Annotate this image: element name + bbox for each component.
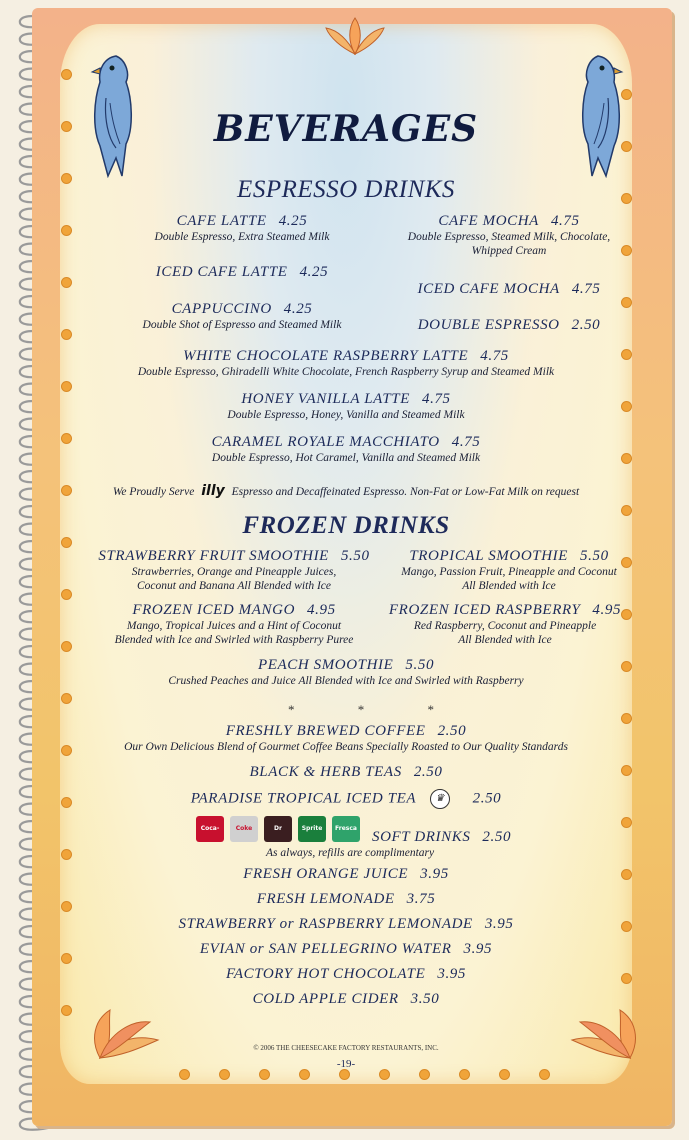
border-dot xyxy=(62,226,71,235)
item-price: 2.50 xyxy=(482,829,512,845)
item-name: STRAWBERRY or RASPBERRY LEMONADE xyxy=(178,916,473,932)
border-dot xyxy=(62,642,71,651)
item-desc: Double Espresso, Honey, Vanilla and Steamed Milk xyxy=(227,409,465,421)
item-desc: Double Espresso, Hot Caramel, Vanilla and Steamed Milk xyxy=(211,452,481,464)
item-price: 4.75 xyxy=(480,348,509,364)
tea-logo-icon: ♛ xyxy=(430,789,450,809)
item-name: TROPICAL SMOOTHIE xyxy=(409,548,569,564)
item-desc: Double Espresso, Ghiradelli White Chocolate, French Raspberry Syrup and Steamed Milk xyxy=(137,366,555,378)
item-desc: Mango, Tropical Juices and a Hint of Coconut xyxy=(126,620,342,632)
item-price: 4.75 xyxy=(451,434,481,450)
menu-item-cafe-mocha xyxy=(384,213,634,258)
menu-item-frozen-iced-raspberry xyxy=(378,602,632,647)
border-dot xyxy=(62,382,71,391)
menu-item-strawberry-raspberry-lemonade xyxy=(60,916,632,933)
item-name: STRAWBERRY FRUIT SMOOTHIE xyxy=(98,548,329,564)
item-desc: All Blended with Ice xyxy=(462,580,556,592)
border-dot xyxy=(260,1070,269,1079)
item-name: COLD APPLE CIDER xyxy=(252,991,399,1007)
border-dot xyxy=(62,850,71,859)
item-name: FRESH LEMONADE xyxy=(256,891,395,907)
item-desc: Red Raspberry, Coconut and Pineapple xyxy=(413,620,597,632)
menu-item-cappuccino xyxy=(112,301,372,332)
item-price: 4.25 xyxy=(283,301,313,317)
menu-item-factory-hot-chocolate xyxy=(60,966,632,983)
item-price: 3.50 xyxy=(410,991,440,1007)
item-name: HONEY VANILLA LATTE xyxy=(241,391,410,407)
border-dot xyxy=(622,818,631,827)
sprite-logo-icon: Sprite xyxy=(298,816,326,842)
menu-item-white-chocolate-raspberry-latte xyxy=(60,348,632,379)
item-name: FROZEN ICED MANGO xyxy=(132,602,296,618)
border-dot xyxy=(220,1070,229,1079)
item-price: 4.75 xyxy=(571,281,601,297)
border-dot xyxy=(62,70,71,79)
item-price: 5.50 xyxy=(405,657,435,673)
item-name: ICED CAFE LATTE xyxy=(155,264,288,280)
item-name: PEACH SMOOTHIE xyxy=(257,657,394,673)
border-dot xyxy=(62,590,71,599)
border-dot xyxy=(62,330,71,339)
separator-stars: * * * xyxy=(288,702,464,717)
coke-logo-icon: Coke xyxy=(230,816,258,842)
item-price: 3.95 xyxy=(420,866,449,882)
item-name: CARAMEL ROYALE MACCHIATO xyxy=(211,434,440,450)
menu-item-peach-smoothie xyxy=(60,657,632,688)
menu-item-paradise-tropical-iced-tea xyxy=(60,789,632,809)
item-name: WHITE CHOCOLATE RASPBERRY LATTE xyxy=(183,348,469,364)
lotus-ornament-icon xyxy=(320,14,390,60)
item-price: 2.50 xyxy=(413,764,443,780)
item-price: 2.50 xyxy=(437,723,467,739)
menu-item-cafe-latte xyxy=(122,213,362,244)
item-desc: Coconut and Banana All Blended with Ice xyxy=(137,580,331,592)
item-desc: Double Shot of Espresso and Steamed Milk xyxy=(142,319,342,331)
border-dot xyxy=(380,1070,389,1079)
menu-item-soft-drinks xyxy=(262,829,522,860)
fresca-logo-icon: Fresca xyxy=(332,816,360,842)
item-price: 5.50 xyxy=(340,548,370,564)
menu-item-black-herb-teas xyxy=(60,764,632,781)
border-dot xyxy=(500,1070,509,1079)
item-name: EVIAN or SAN PELLEGRINO WATER xyxy=(199,941,452,957)
border-dot xyxy=(622,298,631,307)
menu-item-cold-apple-cider xyxy=(60,991,632,1008)
item-price: 4.75 xyxy=(422,391,451,407)
item-price: 4.95 xyxy=(592,602,622,618)
item-price: 4.95 xyxy=(307,602,336,618)
illy-logo: illy xyxy=(201,483,225,499)
border-dot xyxy=(300,1070,309,1079)
menu-item-evian-san-pellegrino-water xyxy=(60,941,632,958)
menu-item-honey-vanilla-latte xyxy=(60,391,632,422)
menu-item-iced-cafe-latte xyxy=(122,264,362,281)
page-title: BEVERAGES xyxy=(213,108,479,150)
item-price: 3.95 xyxy=(437,966,466,982)
menu-item-strawberry-fruit-smoothie xyxy=(84,548,384,593)
menu-item-frozen-iced-mango xyxy=(94,602,374,647)
border-dot xyxy=(62,278,71,287)
item-price: 3.95 xyxy=(484,916,514,932)
border-dot xyxy=(340,1070,349,1079)
menu-item-tropical-smoothie xyxy=(384,548,634,593)
item-price: 4.25 xyxy=(299,264,329,280)
section-heading-espresso: ESPRESSO DRINKS xyxy=(237,176,455,203)
item-name: BLACK & HERB TEAS xyxy=(249,764,402,780)
menu-item-freshly-brewed-coffee xyxy=(60,723,632,754)
coca-cola-logo-icon: Coca- xyxy=(196,816,224,842)
item-name: DOUBLE ESPRESSO xyxy=(417,317,560,333)
item-name: FRESH ORANGE JUICE xyxy=(243,866,409,882)
item-desc: All Blended with Ice xyxy=(458,634,552,646)
copyright-footer: © 2006 THE CHEESECAKE FACTORY RESTAURANTS, INC. xyxy=(253,1044,439,1052)
item-desc: Strawberries, Orange and Pineapple Juices, xyxy=(131,566,337,578)
item-price: 3.75 xyxy=(406,891,436,907)
dr-pepper-logo-icon: Dr xyxy=(264,816,292,842)
item-name: CAPPUCCINO xyxy=(171,301,272,317)
border-dot xyxy=(460,1070,469,1079)
item-price: 3.95 xyxy=(463,941,493,957)
item-desc: Whipped Cream xyxy=(471,245,547,257)
item-name: FACTORY HOT CHOCOLATE xyxy=(226,966,426,982)
menu-item-iced-cafe-mocha xyxy=(384,281,634,298)
item-desc: Double Espresso, Steamed Milk, Chocolate, xyxy=(407,231,611,243)
item-desc: Our Own Delicious Blend of Gourmet Coffee Beans Specially Roasted to Our Quality Standards xyxy=(124,741,568,753)
item-desc: As always, refills are complimentary xyxy=(266,847,435,859)
item-price: 2.50 xyxy=(472,790,502,807)
item-desc: Double Espresso, Extra Steamed Milk xyxy=(154,231,330,243)
item-desc: Crushed Peaches and Juice All Blended with Ice and Swirled with Raspberry xyxy=(168,675,524,687)
menu-item-double-espresso xyxy=(384,317,634,334)
item-desc: Blended with Ice and Swirled with Raspberry Puree xyxy=(114,634,354,646)
menu-item-fresh-lemonade xyxy=(60,891,632,908)
item-name: FRESHLY BREWED COFFEE xyxy=(225,723,426,739)
item-desc: Mango, Passion Fruit, Pineapple and Coconut xyxy=(401,566,617,578)
menu-item-caramel-royale-macchiato xyxy=(60,434,632,465)
item-name: CAFE MOCHA xyxy=(438,213,539,229)
item-price: 5.50 xyxy=(580,548,609,564)
item-name: PARADISE TROPICAL ICED TEA xyxy=(190,790,416,807)
item-price: 2.50 xyxy=(571,317,601,333)
section-heading-frozen: FROZEN DRINKS xyxy=(242,512,450,539)
item-name: ICED CAFE MOCHA xyxy=(417,281,560,297)
menu-item-fresh-orange-juice xyxy=(60,866,632,883)
border-dot xyxy=(180,1070,189,1079)
item-name: CAFE LATTE xyxy=(176,213,267,229)
border-dot xyxy=(540,1070,549,1079)
item-name: FROZEN ICED RASPBERRY xyxy=(388,602,581,618)
border-dot xyxy=(420,1070,429,1079)
item-price: 4.25 xyxy=(278,213,308,229)
espresso-note: We Proudly Serve illy Espresso and Decaffeinated Espresso. Non-Fat or Low-Fat Milk on request xyxy=(112,483,580,499)
item-price: 4.75 xyxy=(550,213,580,229)
page-number: -19- xyxy=(336,1058,356,1070)
item-name: SOFT DRINKS xyxy=(372,829,471,845)
